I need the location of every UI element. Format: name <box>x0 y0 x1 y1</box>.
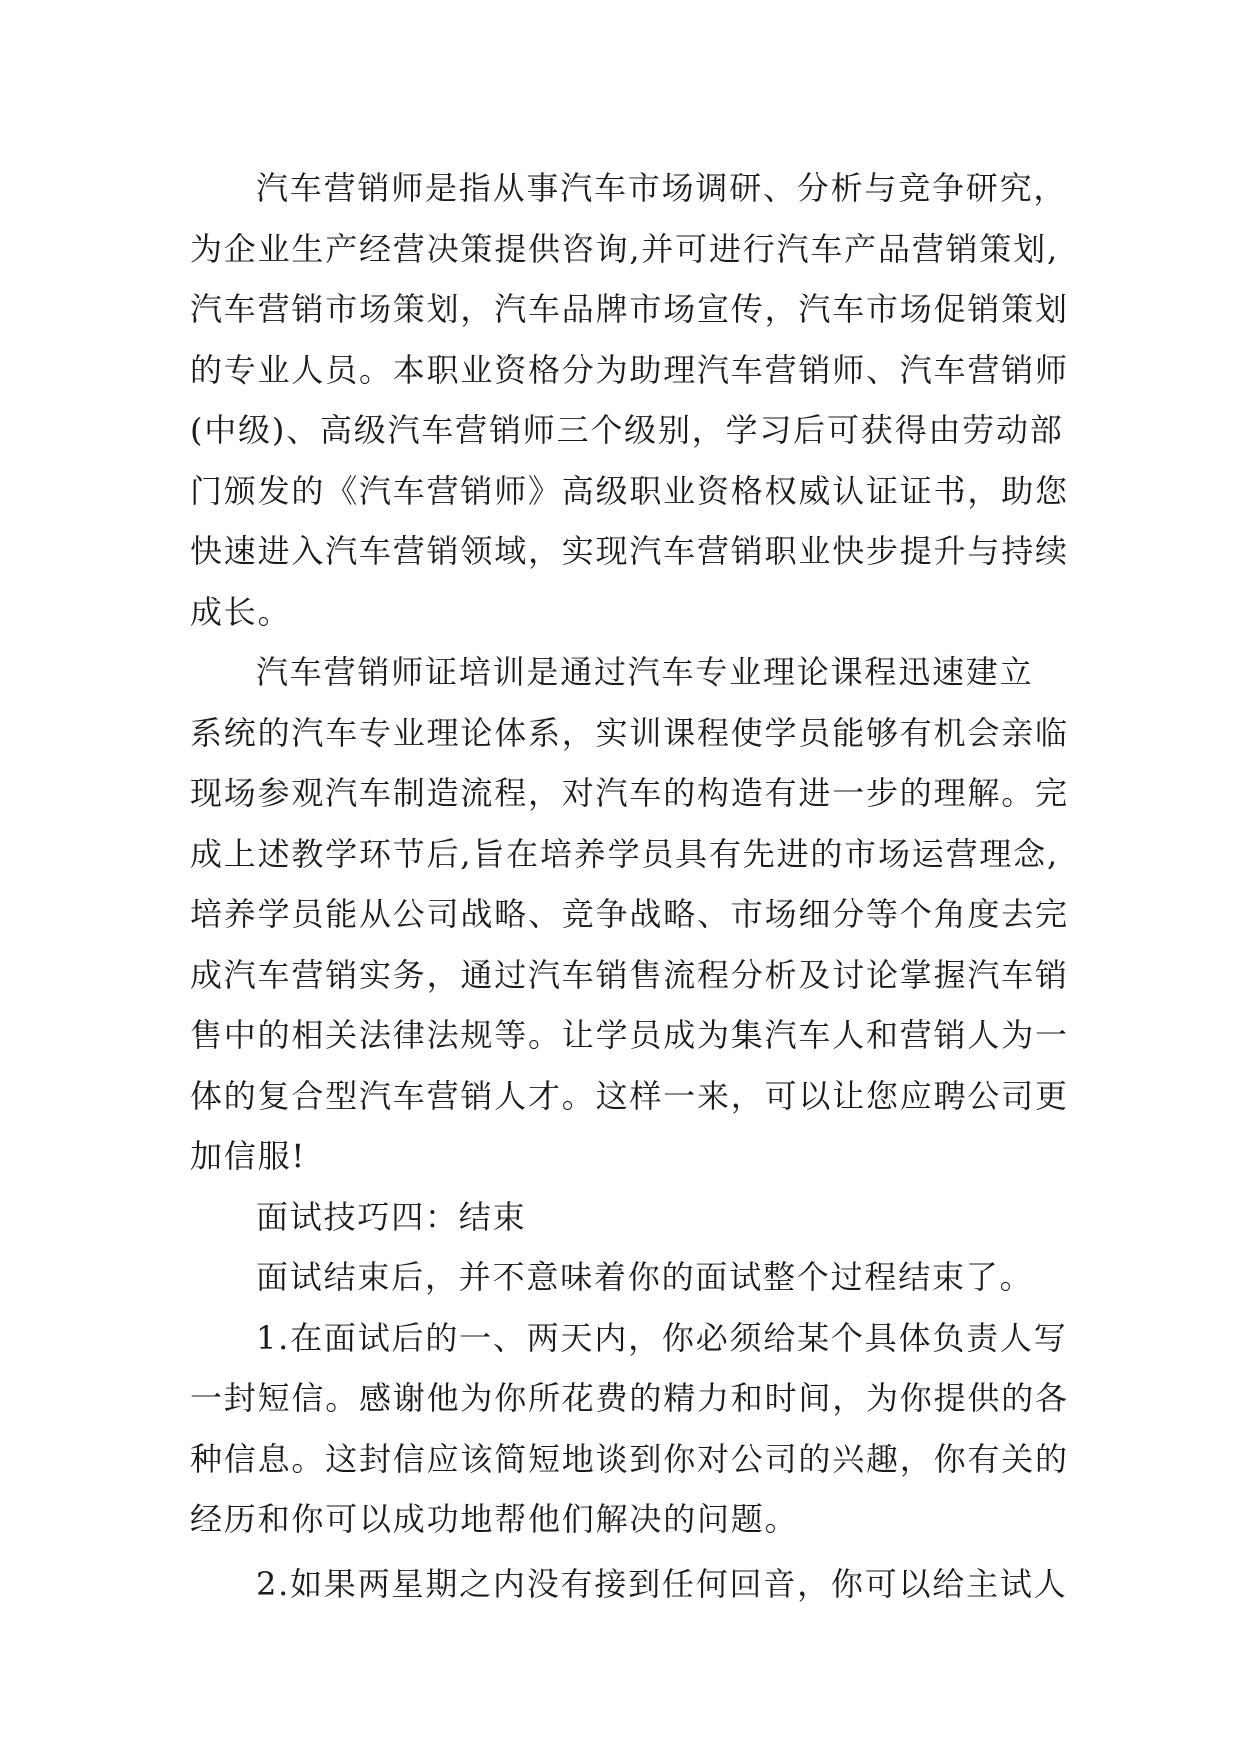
text-line: 汽车营销市场策划，汽车品牌市场宣传，汽车市场促销策划 <box>190 290 1069 328</box>
text-line: 成长。 <box>190 592 292 631</box>
text-line: 系统的汽车专业理论体系，实训课程使学员能够有机会亲临 <box>190 713 1069 752</box>
text-line: 汽车营销师是指从事汽车市场调研、分析与竞争研究， <box>256 169 1068 207</box>
text-line: 一封短信。感谢他为你所花费的精力和时间，为你提供的各 <box>190 1379 1069 1417</box>
text-line: 2.如果两星期之内没有接到任何回音，你可以给主试人 <box>256 1564 1068 1603</box>
text-line: 体的复合型汽车营销人才。这样一来，可以让您应聘公司更 <box>190 1076 1069 1115</box>
text-line: 经历和你可以成功地帮他们解决的问题。 <box>190 1500 799 1538</box>
text-line: 加信服! <box>190 1137 307 1175</box>
text-line: 成汽车营销实务，通过汽车销售流程分析及讨论掌握汽车销 <box>190 955 1069 994</box>
text-line: 汽车营销师证培训是通过汽车专业理论课程迅速建立 <box>256 653 1034 691</box>
section-heading: 面试技巧四：结束 <box>256 1197 527 1236</box>
text-line: 1.在面试后的一、两天内，你必须给某个具体负责人写 <box>256 1318 1068 1357</box>
text-line: 门颁发的《汽车营销师》高级职业资格权威认证证书，助您 <box>190 471 1069 510</box>
text-line: 为企业生产经营决策提供咨询,并可进行汽车产品营销策划, <box>190 229 1059 268</box>
text-line: 售中的相关法律法规等。让学员成为集汽车人和营销人为一 <box>190 1016 1069 1054</box>
text-line: 种信息。这封信应该简短地谈到你对公司的兴趣，你有关的 <box>190 1439 1069 1478</box>
document-body <box>190 158 1100 1614</box>
text-line: 快速进入汽车营销领域，实现汽车营销职业快步提升与持续 <box>190 532 1069 570</box>
text-line: 面试结束后，并不意味着你的面试整个过程结束了。 <box>256 1258 1034 1296</box>
text-line: 现场参观汽车制造流程，对汽车的构造有进一步的理解。完 <box>190 774 1069 812</box>
text-line: 的专业人员。本职业资格分为助理汽车营销师、汽车营销师 <box>190 350 1069 389</box>
text-line: (中级)、高级汽车营销师三个级别，学习后可获得由劳动部 <box>190 411 1064 449</box>
text-line: 培养学员能从公司战略、竞争战略、市场细分等个角度去完 <box>190 895 1069 933</box>
text-line: 成上述教学环节后,旨在培养学员具有先进的市场运营理念, <box>190 834 1059 873</box>
